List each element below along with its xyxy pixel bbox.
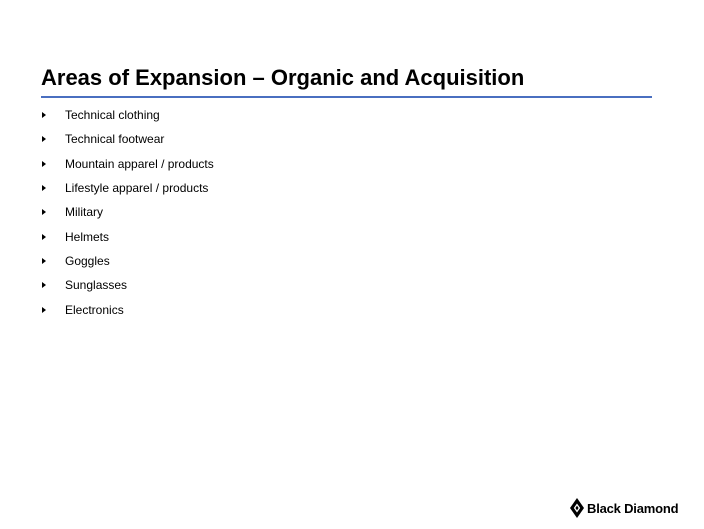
triangle-bullet-icon <box>41 159 65 169</box>
slide-title: Areas of Expansion – Organic and Acquisition <box>41 65 525 90</box>
bullet-label: Electronics <box>65 302 124 317</box>
triangle-bullet-icon <box>41 183 65 193</box>
bullet-label: Helmets <box>65 229 110 244</box>
list-item <box>41 103 214 127</box>
bullet-label: Mountain apparel / products <box>65 156 214 171</box>
list-item <box>41 224 214 248</box>
brand-logo <box>570 497 678 519</box>
triangle-bullet-icon <box>41 110 65 120</box>
list-item <box>41 127 214 151</box>
triangle-bullet-icon <box>41 134 65 144</box>
bullet-label: Lifestyle apparel / products <box>65 181 209 196</box>
black-diamond-logo-icon <box>570 498 584 518</box>
bullet-label: Technical clothing <box>65 108 160 123</box>
logo-wordmark: Black Diamond <box>587 500 679 516</box>
list-item <box>41 249 214 273</box>
title-divider <box>41 96 652 98</box>
list-item <box>41 176 214 200</box>
list-item <box>41 297 214 321</box>
triangle-bullet-icon <box>41 280 65 290</box>
triangle-bullet-icon <box>41 207 65 217</box>
triangle-bullet-icon <box>41 305 65 315</box>
bullet-list <box>41 103 214 322</box>
triangle-bullet-icon <box>41 232 65 242</box>
bullet-label: Goggles <box>65 253 110 268</box>
bullet-label: Military <box>65 205 103 220</box>
bullet-label: Sunglasses <box>65 278 128 293</box>
triangle-bullet-icon <box>41 256 65 266</box>
list-item <box>41 273 214 297</box>
bullet-label: Technical footwear <box>65 132 165 147</box>
list-item <box>41 152 214 176</box>
list-item <box>41 200 214 224</box>
